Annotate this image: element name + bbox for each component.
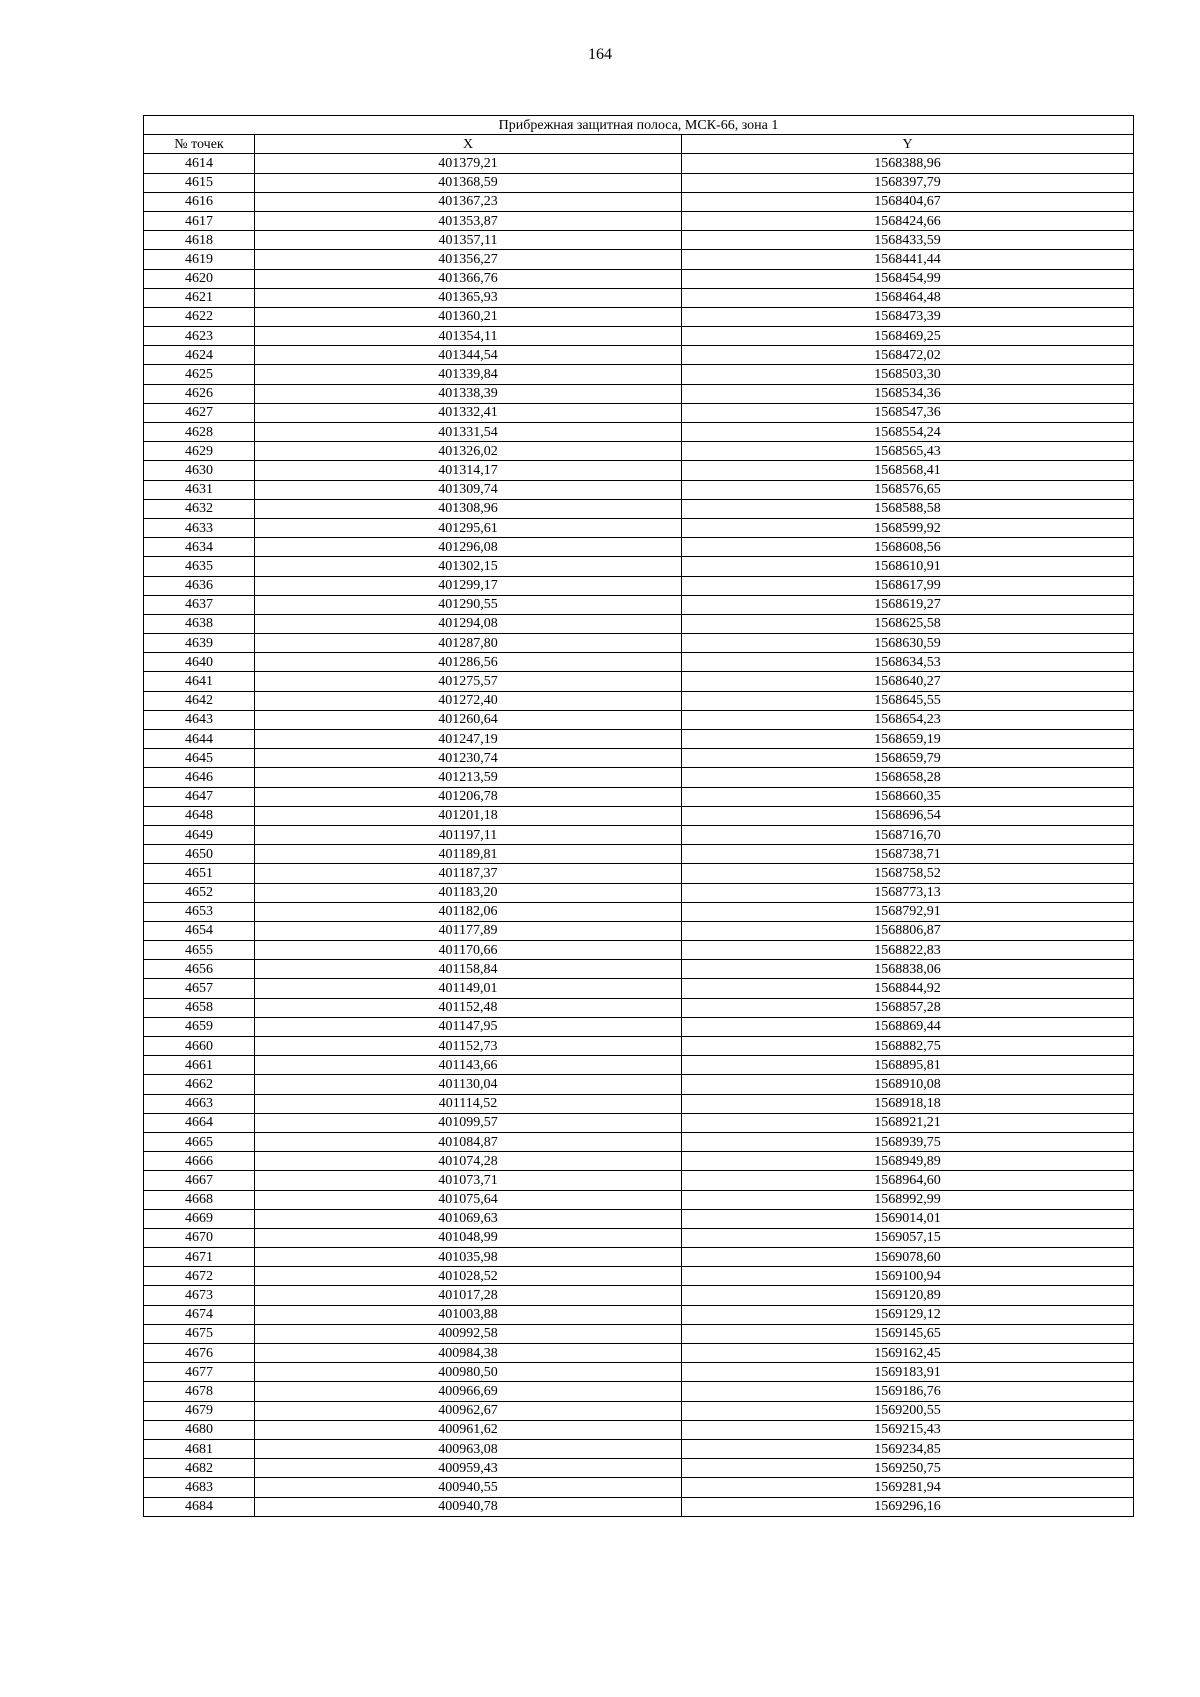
cell-point-number: 4628 [144,423,255,442]
cell-point-number: 4683 [144,1478,255,1497]
table-row [144,1132,1134,1151]
table-row [144,173,1134,192]
cell-x: 401290,55 [255,595,682,614]
table-row [144,1228,1134,1247]
cell-y: 1569281,94 [682,1478,1134,1497]
table-row [144,825,1134,844]
cell-y: 1568918,18 [682,1094,1134,1113]
cell-point-number: 4626 [144,384,255,403]
table-row [144,864,1134,883]
cell-point-number: 4646 [144,768,255,787]
table-row [144,1420,1134,1439]
cell-point-number: 4658 [144,998,255,1017]
cell-x: 401147,95 [255,1017,682,1036]
cell-point-number: 4614 [144,154,255,173]
cell-x: 401308,96 [255,499,682,518]
cell-x: 400966,69 [255,1382,682,1401]
cell-y: 1568619,27 [682,595,1134,614]
cell-x: 401275,57 [255,672,682,691]
table-row [144,365,1134,384]
table-row [144,250,1134,269]
table-row [144,557,1134,576]
table-row [144,518,1134,537]
table-row [144,1190,1134,1209]
cell-x: 401353,87 [255,211,682,230]
cell-x: 401354,11 [255,327,682,346]
table-row [144,307,1134,326]
table-row [144,883,1134,902]
cell-x: 401356,27 [255,250,682,269]
table-row [144,653,1134,672]
cell-y: 1568554,24 [682,423,1134,442]
cell-point-number: 4660 [144,1037,255,1056]
page-number: 164 [588,46,612,63]
cell-y: 1568608,56 [682,538,1134,557]
cell-y: 1568696,54 [682,806,1134,825]
cell-y: 1569183,91 [682,1363,1134,1382]
cell-point-number: 4623 [144,327,255,346]
cell-point-number: 4676 [144,1344,255,1363]
table-row [144,269,1134,288]
cell-point-number: 4616 [144,192,255,211]
table-row [144,1209,1134,1228]
table-row [144,423,1134,442]
table-row [144,941,1134,960]
cell-x: 401048,99 [255,1228,682,1247]
cell-x: 401272,40 [255,691,682,710]
table-row [144,1017,1134,1036]
cell-point-number: 4671 [144,1248,255,1267]
cell-y: 1568397,79 [682,173,1134,192]
cell-y: 1568441,44 [682,250,1134,269]
cell-y: 1569100,94 [682,1267,1134,1286]
table-row [144,1439,1134,1458]
table-row [144,1171,1134,1190]
cell-x: 400940,55 [255,1478,682,1497]
cell-x: 401365,93 [255,288,682,307]
cell-x: 401075,64 [255,1190,682,1209]
cell-point-number: 4680 [144,1420,255,1439]
cell-point-number: 4684 [144,1497,255,1516]
cell-point-number: 4661 [144,1056,255,1075]
table-row [144,710,1134,729]
header-y: Y [682,135,1134,154]
table-row [144,921,1134,940]
table-row [144,1478,1134,1497]
cell-x: 401287,80 [255,634,682,653]
cell-x: 400984,38 [255,1344,682,1363]
cell-y: 1568773,13 [682,883,1134,902]
table-row [144,1248,1134,1267]
cell-point-number: 4652 [144,883,255,902]
cell-x: 401152,48 [255,998,682,1017]
cell-point-number: 4642 [144,691,255,710]
cell-x: 401299,17 [255,576,682,595]
cell-point-number: 4643 [144,710,255,729]
table-row [144,1344,1134,1363]
cell-y: 1568588,58 [682,499,1134,518]
cell-x: 401344,54 [255,346,682,365]
cell-x: 401309,74 [255,480,682,499]
cell-y: 1568895,81 [682,1056,1134,1075]
cell-x: 401314,17 [255,461,682,480]
cell-point-number: 4650 [144,845,255,864]
table-row [144,1113,1134,1132]
header-point-number: № точек [144,135,255,154]
cell-point-number: 4627 [144,403,255,422]
cell-point-number: 4629 [144,442,255,461]
coordinates-table [143,115,1134,1517]
cell-x: 401338,39 [255,384,682,403]
cell-x: 401183,20 [255,883,682,902]
table-row [144,327,1134,346]
cell-y: 1569129,12 [682,1305,1134,1324]
table-row [144,787,1134,806]
cell-point-number: 4647 [144,787,255,806]
cell-point-number: 4651 [144,864,255,883]
table-row [144,1497,1134,1516]
table-row [144,461,1134,480]
cell-point-number: 4645 [144,749,255,768]
cell-x: 401003,88 [255,1305,682,1324]
table-row [144,634,1134,653]
cell-y: 1568547,36 [682,403,1134,422]
cell-point-number: 4619 [144,250,255,269]
cell-y: 1568910,08 [682,1075,1134,1094]
cell-point-number: 4625 [144,365,255,384]
table-row [144,806,1134,825]
cell-y: 1568454,99 [682,269,1134,288]
cell-y: 1568758,52 [682,864,1134,883]
cell-y: 1568992,99 [682,1190,1134,1209]
cell-y: 1568645,55 [682,691,1134,710]
table-row [144,979,1134,998]
cell-point-number: 4618 [144,231,255,250]
cell-point-number: 4622 [144,307,255,326]
cell-x: 401206,78 [255,787,682,806]
table-row [144,1305,1134,1324]
cell-x: 400940,78 [255,1497,682,1516]
cell-y: 1569234,85 [682,1439,1134,1458]
table-row [144,1363,1134,1382]
cell-y: 1568617,99 [682,576,1134,595]
cell-point-number: 4624 [144,346,255,365]
table-row [144,902,1134,921]
cell-point-number: 4637 [144,595,255,614]
table-header-row [144,135,1134,154]
table-row [144,1401,1134,1420]
cell-y: 1569057,15 [682,1228,1134,1247]
cell-point-number: 4615 [144,173,255,192]
cell-point-number: 4634 [144,538,255,557]
cell-y: 1568472,02 [682,346,1134,365]
cell-point-number: 4636 [144,576,255,595]
cell-x: 400992,58 [255,1324,682,1343]
cell-point-number: 4681 [144,1439,255,1458]
table-row [144,1075,1134,1094]
cell-point-number: 4665 [144,1132,255,1151]
cell-y: 1568473,39 [682,307,1134,326]
table-row [144,845,1134,864]
cell-y: 1568388,96 [682,154,1134,173]
cell-x: 401295,61 [255,518,682,537]
cell-y: 1568738,71 [682,845,1134,864]
cell-y: 1568869,44 [682,1017,1134,1036]
cell-point-number: 4662 [144,1075,255,1094]
cell-point-number: 4621 [144,288,255,307]
cell-x: 401069,63 [255,1209,682,1228]
cell-y: 1569145,65 [682,1324,1134,1343]
cell-point-number: 4635 [144,557,255,576]
table-row [144,384,1134,403]
cell-point-number: 4630 [144,461,255,480]
cell-x: 400959,43 [255,1459,682,1478]
cell-y: 1568503,30 [682,365,1134,384]
table-row [144,154,1134,173]
table-row [144,730,1134,749]
cell-y: 1569296,16 [682,1497,1134,1516]
cell-x: 401302,15 [255,557,682,576]
cell-x: 401084,87 [255,1132,682,1151]
cell-x: 401152,73 [255,1037,682,1056]
cell-y: 1568464,48 [682,288,1134,307]
cell-y: 1568716,70 [682,825,1134,844]
cell-x: 401197,11 [255,825,682,844]
cell-x: 401182,06 [255,902,682,921]
cell-x: 401187,37 [255,864,682,883]
table-row [144,768,1134,787]
table-row [144,1286,1134,1305]
cell-y: 1568660,35 [682,787,1134,806]
table-row [144,595,1134,614]
cell-y: 1568822,83 [682,941,1134,960]
cell-y: 1568882,75 [682,1037,1134,1056]
cell-y: 1569186,76 [682,1382,1134,1401]
cell-x: 401339,84 [255,365,682,384]
cell-point-number: 4682 [144,1459,255,1478]
table-row [144,1094,1134,1113]
cell-point-number: 4663 [144,1094,255,1113]
table-row [144,998,1134,1017]
cell-point-number: 4632 [144,499,255,518]
cell-y: 1568964,60 [682,1171,1134,1190]
cell-x: 400980,50 [255,1363,682,1382]
cell-x: 401366,76 [255,269,682,288]
cell-x: 401074,28 [255,1152,682,1171]
cell-y: 1568939,75 [682,1132,1134,1151]
header-x: X [255,135,682,154]
cell-x: 400962,67 [255,1401,682,1420]
cell-x: 401326,02 [255,442,682,461]
cell-y: 1568433,59 [682,231,1134,250]
table-body [144,154,1134,1516]
cell-y: 1569078,60 [682,1248,1134,1267]
cell-point-number: 4657 [144,979,255,998]
table-row [144,749,1134,768]
cell-y: 1568424,66 [682,211,1134,230]
cell-x: 401028,52 [255,1267,682,1286]
cell-y: 1568659,79 [682,749,1134,768]
cell-point-number: 4617 [144,211,255,230]
cell-x: 401357,11 [255,231,682,250]
table-row [144,480,1134,499]
cell-x: 401294,08 [255,614,682,633]
cell-point-number: 4666 [144,1152,255,1171]
cell-point-number: 4654 [144,921,255,940]
cell-point-number: 4638 [144,614,255,633]
cell-y: 1568659,19 [682,730,1134,749]
cell-point-number: 4667 [144,1171,255,1190]
table-row [144,1267,1134,1286]
table-row [144,538,1134,557]
cell-point-number: 4675 [144,1324,255,1343]
table-row [144,1459,1134,1478]
table-row [144,1152,1134,1171]
table-row [144,1382,1134,1401]
table-row [144,1037,1134,1056]
table-row [144,442,1134,461]
cell-x: 401368,59 [255,173,682,192]
cell-y: 1568610,91 [682,557,1134,576]
cell-y: 1568640,27 [682,672,1134,691]
cell-y: 1568534,36 [682,384,1134,403]
cell-y: 1568404,67 [682,192,1134,211]
cell-y: 1569250,75 [682,1459,1134,1478]
table-row [144,288,1134,307]
cell-y: 1568838,06 [682,960,1134,979]
table-row [144,346,1134,365]
cell-point-number: 4639 [144,634,255,653]
cell-x: 401360,21 [255,307,682,326]
cell-point-number: 4674 [144,1305,255,1324]
cell-point-number: 4677 [144,1363,255,1382]
cell-point-number: 4655 [144,941,255,960]
cell-x: 401286,56 [255,653,682,672]
cell-x: 401143,66 [255,1056,682,1075]
cell-y: 1568857,28 [682,998,1134,1017]
cell-x: 401170,66 [255,941,682,960]
cell-point-number: 4649 [144,825,255,844]
cell-y: 1569200,55 [682,1401,1134,1420]
cell-point-number: 4648 [144,806,255,825]
cell-y: 1568565,43 [682,442,1134,461]
cell-point-number: 4668 [144,1190,255,1209]
cell-x: 401247,19 [255,730,682,749]
cell-y: 1568634,53 [682,653,1134,672]
cell-x: 401367,23 [255,192,682,211]
cell-point-number: 4678 [144,1382,255,1401]
cell-x: 400961,62 [255,1420,682,1439]
table-row [144,231,1134,250]
cell-x: 401230,74 [255,749,682,768]
cell-y: 1568625,58 [682,614,1134,633]
table-row [144,1056,1134,1075]
cell-x: 401149,01 [255,979,682,998]
cell-point-number: 4679 [144,1401,255,1420]
cell-point-number: 4620 [144,269,255,288]
cell-y: 1569120,89 [682,1286,1134,1305]
cell-x: 401296,08 [255,538,682,557]
cell-y: 1568654,23 [682,710,1134,729]
table-title: Прибрежная защитная полоса, МСК-66, зона 1 [144,116,1134,135]
cell-point-number: 4673 [144,1286,255,1305]
cell-x: 401201,18 [255,806,682,825]
cell-y: 1568949,89 [682,1152,1134,1171]
cell-x: 401331,54 [255,423,682,442]
cell-y: 1568576,65 [682,480,1134,499]
cell-x: 401260,64 [255,710,682,729]
table-row [144,1324,1134,1343]
cell-point-number: 4670 [144,1228,255,1247]
cell-x: 401114,52 [255,1094,682,1113]
cell-point-number: 4659 [144,1017,255,1036]
cell-point-number: 4641 [144,672,255,691]
cell-x: 401332,41 [255,403,682,422]
cell-point-number: 4631 [144,480,255,499]
table-row [144,614,1134,633]
cell-point-number: 4640 [144,653,255,672]
cell-x: 401017,28 [255,1286,682,1305]
cell-point-number: 4633 [144,518,255,537]
cell-point-number: 4669 [144,1209,255,1228]
cell-point-number: 4644 [144,730,255,749]
cell-y: 1568658,28 [682,768,1134,787]
table-title-row [144,116,1134,135]
cell-y: 1568630,59 [682,634,1134,653]
cell-point-number: 4672 [144,1267,255,1286]
table-row [144,576,1134,595]
cell-x: 401213,59 [255,768,682,787]
cell-y: 1568806,87 [682,921,1134,940]
cell-y: 1568921,21 [682,1113,1134,1132]
table-row [144,672,1134,691]
cell-x: 401177,89 [255,921,682,940]
cell-x: 400963,08 [255,1439,682,1458]
cell-y: 1569215,43 [682,1420,1134,1439]
cell-y: 1568568,41 [682,461,1134,480]
cell-y: 1568844,92 [682,979,1134,998]
cell-x: 401158,84 [255,960,682,979]
table-row [144,403,1134,422]
table-row [144,499,1134,518]
cell-y: 1569162,45 [682,1344,1134,1363]
table-row [144,192,1134,211]
cell-x: 401130,04 [255,1075,682,1094]
cell-x: 401099,57 [255,1113,682,1132]
cell-x: 401189,81 [255,845,682,864]
cell-y: 1569014,01 [682,1209,1134,1228]
table-row [144,960,1134,979]
cell-x: 401379,21 [255,154,682,173]
cell-point-number: 4664 [144,1113,255,1132]
cell-x: 401073,71 [255,1171,682,1190]
cell-y: 1568792,91 [682,902,1134,921]
cell-point-number: 4653 [144,902,255,921]
cell-y: 1568599,92 [682,518,1134,537]
cell-point-number: 4656 [144,960,255,979]
table-row [144,211,1134,230]
table-row [144,691,1134,710]
cell-y: 1568469,25 [682,327,1134,346]
cell-x: 401035,98 [255,1248,682,1267]
